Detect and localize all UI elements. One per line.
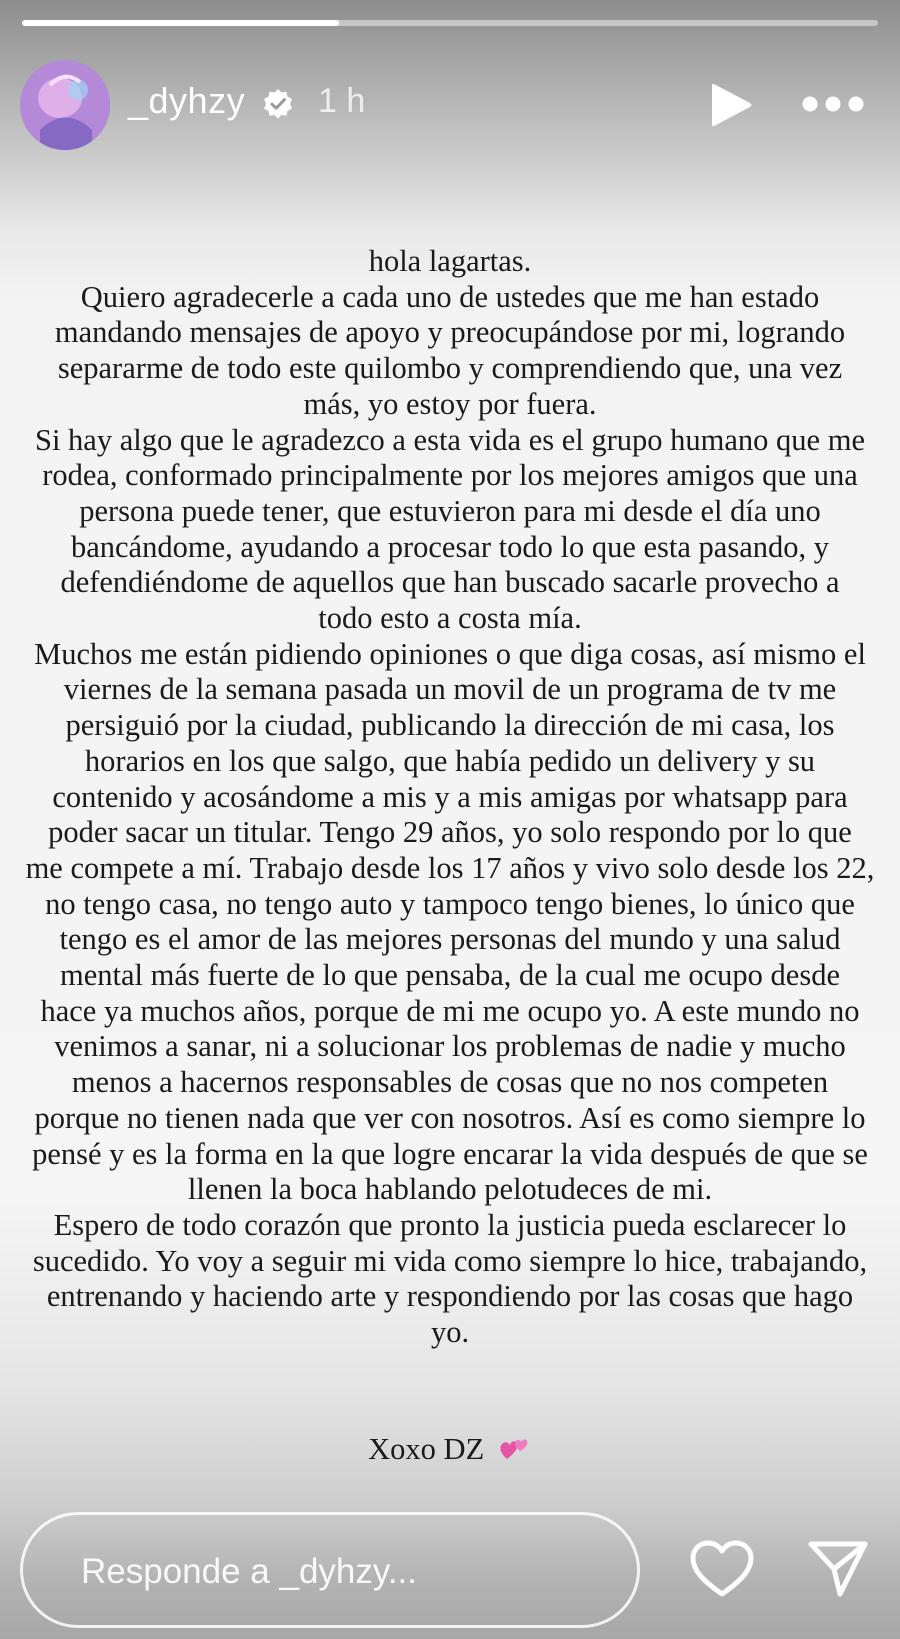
story-text-line: sucedido. Yo voy a seguir mi vida como siempre lo hice, trabajando, xyxy=(32,1243,868,1278)
avatar-image xyxy=(20,60,110,150)
signature-text: Xoxo DZ xyxy=(368,1432,485,1466)
story-signature xyxy=(0,1432,900,1467)
send-icon[interactable] xyxy=(806,1536,870,1600)
story-text-line: no tengo casa, no tengo auto y tampoco tengo bienes, lo único que xyxy=(45,886,855,921)
story-text-line: Si hay algo que le agradezco a esta vida es el grupo humano que me xyxy=(35,422,865,457)
story-text-line: Espero de todo corazón que pronto la justicia pueda esclarecer lo xyxy=(53,1207,847,1242)
reply-input[interactable] xyxy=(79,1547,603,1597)
story-text-line: horarios en los que salgo, que había pedido un delivery y su xyxy=(84,743,816,778)
story-text-line: hace ya muchos años, porque de mi me ocupo yo. A este mundo no xyxy=(40,993,860,1028)
story-text-line: separarme de todo este quilombo y comprendiendo que, una vez xyxy=(57,351,843,386)
story-text xyxy=(8,244,892,1351)
story-text-line: bancándome, ayudando a procesar todo lo que esta pasando, y xyxy=(70,529,829,564)
heart-icon[interactable] xyxy=(688,1538,756,1600)
story-timestamp: 1 h xyxy=(318,82,366,120)
story-text-line: Quiero agradecerle a cada uno de ustedes que me han estado xyxy=(80,279,820,314)
story-text-line: rodea, conformado principalmente por los mejores amigos que una xyxy=(42,458,858,493)
verified-badge-icon xyxy=(262,88,294,120)
story-text-line: hola lagartas. xyxy=(368,244,532,278)
story-text-line: más, yo estoy por fuera. xyxy=(303,386,597,421)
story-header xyxy=(0,50,900,160)
story-text-line: venimos a sanar, ni a solucionar los problemas de nadie y mucho xyxy=(54,1029,846,1064)
story-username[interactable]: _dyhzy xyxy=(128,80,246,121)
story-text-line: pensé y es la forma en la que logre encarar la vida después de que se xyxy=(32,1136,868,1171)
story-text-line: entrenando y haciendo arte y respondiendo por las cosas que hago xyxy=(46,1279,854,1314)
story-text-line: tengo es el amor de las mejores personas del mundo y una salud xyxy=(59,922,841,957)
story-text-line: todo esto a costa mía. xyxy=(318,601,582,636)
story-text-line: mandando mensajes de apoyo y preocupándose por mi, logrando xyxy=(54,315,846,350)
play-icon[interactable] xyxy=(708,80,754,130)
story-text-line: Muchos me están pidiendo opiniones o que diga cosas, así mismo el xyxy=(34,636,866,671)
story-progress-bar xyxy=(22,20,878,26)
two-hearts-icon xyxy=(498,1433,532,1463)
story-text-line: mental más fuerte de lo que pensaba, de la cual me ocupo desde xyxy=(60,958,840,993)
story-text-line: menos a hacernos responsables de cosas que no nos competen xyxy=(71,1065,829,1100)
more-options-icon[interactable] xyxy=(800,92,866,116)
story-text-line: yo. xyxy=(430,1315,470,1350)
story-text-line: me compete a mí. Trabajo desde los 17 años y vivo solo desde los 22, xyxy=(25,850,875,885)
story-text-line: persiguió por la ciudad, publicando la dirección de mi casa, los xyxy=(65,708,835,743)
story-progress-fill xyxy=(22,20,339,26)
story-text-line: persona puede tener, que estuvieron para mi desde el día uno xyxy=(79,493,821,528)
story-text-line: poder sacar un titular. Tengo 29 años, yo solo respondo por lo que xyxy=(48,815,852,850)
story-text-line: llenen la boca hablando pelotudeces de mi. xyxy=(187,1172,713,1207)
story-text-line: viernes de la semana pasada un movil de un programa de tv me xyxy=(63,672,837,707)
avatar[interactable] xyxy=(20,60,110,150)
story-text-line: defendiéndome de aquellos que han buscado sacarle provecho a xyxy=(60,565,840,600)
story-text-line: porque no tienen nada que ver con nosotros. Así es como siempre lo xyxy=(34,1100,866,1135)
reply-box[interactable] xyxy=(20,1512,640,1628)
story-text-line: contenido y acosándome a mis y a mis amigas por whatsapp para xyxy=(52,779,848,814)
